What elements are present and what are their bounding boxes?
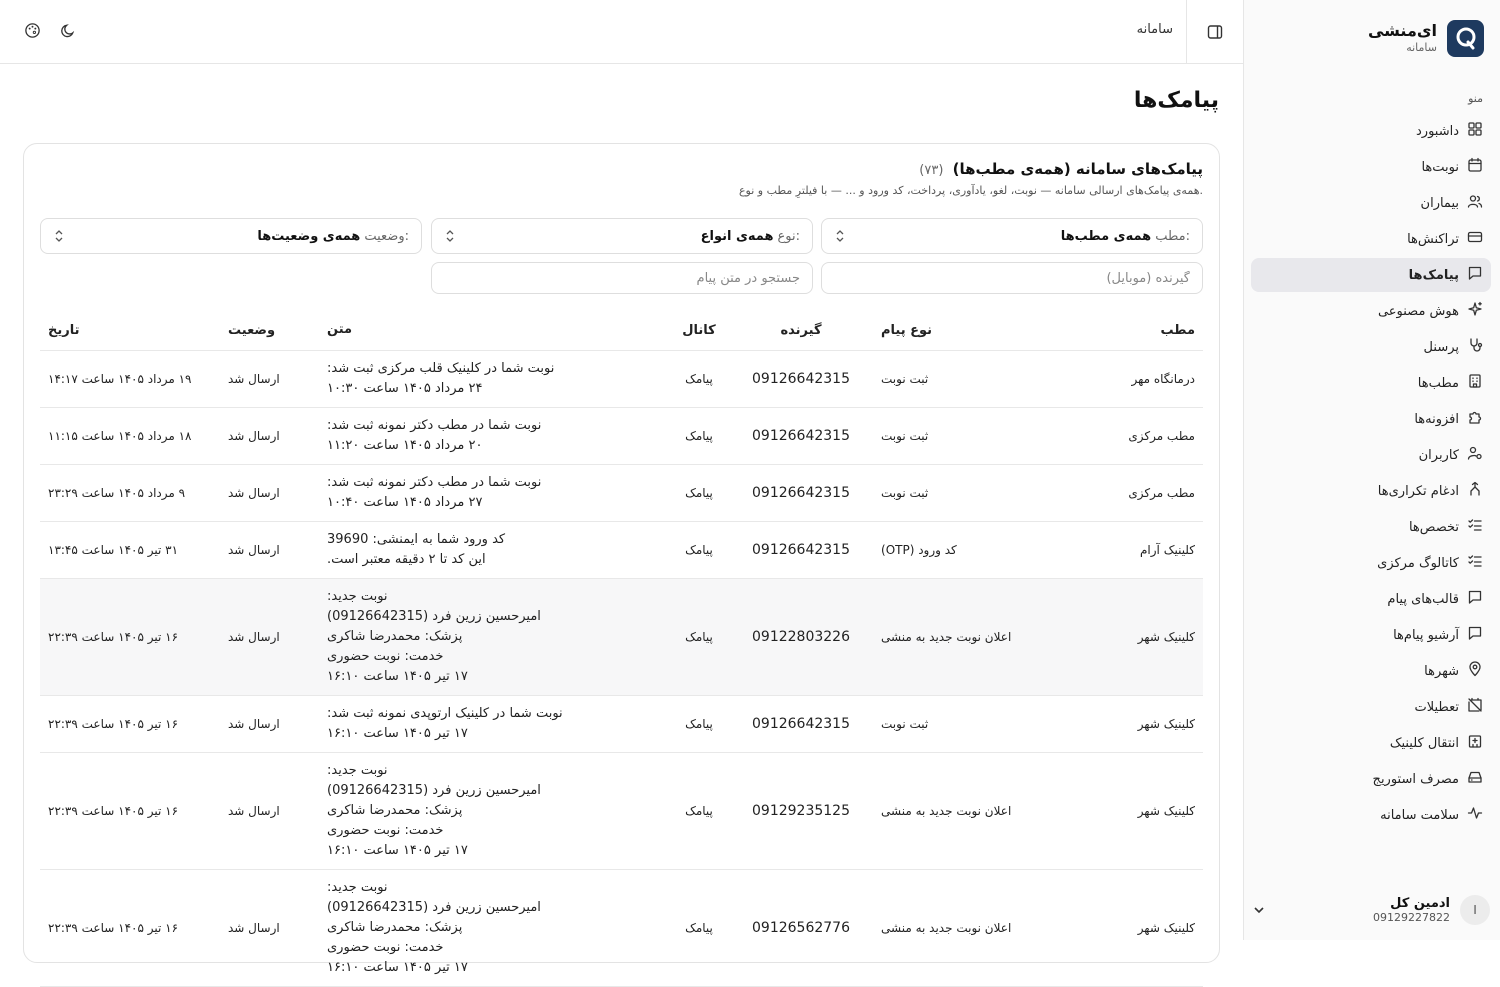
cell-date: ۱۶ تیر ۱۴۰۵ ساعت ۲۲:۳۹ bbox=[48, 630, 179, 644]
cell-clinic: کلینیک شهر bbox=[1137, 630, 1195, 644]
message-line: کد ورود شما به ایمنشی: 39690 bbox=[327, 532, 506, 547]
cell-channel: پیامک bbox=[685, 804, 713, 818]
message-line: این کد تا ۲ دقیقه معتبر است. bbox=[327, 552, 486, 567]
brand-logo bbox=[1447, 20, 1484, 57]
sidebar-item-3[interactable] bbox=[1251, 222, 1491, 256]
cell-receiver: 09126642315 bbox=[752, 485, 850, 501]
cell-type: اعلان نوبت جدید به منشی bbox=[881, 921, 1012, 935]
hard-drive-icon bbox=[1467, 769, 1483, 789]
sidebar-item-1[interactable] bbox=[1251, 150, 1491, 184]
sidebar-item-label: هوش مصنوعی bbox=[1377, 303, 1459, 319]
message-line: پزشک: محمدرضا شاکری bbox=[327, 629, 463, 644]
sidebar-item-label: تعطیلات bbox=[1414, 699, 1459, 715]
table-row[interactable] bbox=[40, 465, 1203, 522]
cell-date: ۱۹ مرداد ۱۴۰۵ ساعت ۱۴:۱۷ bbox=[48, 372, 192, 386]
column-header-text[interactable]: متن bbox=[327, 322, 353, 337]
column-header-channel[interactable]: کانال bbox=[682, 322, 716, 338]
sidebar-item-label: شهرها bbox=[1424, 663, 1459, 679]
sidebar-item-7[interactable] bbox=[1251, 366, 1491, 400]
sidebar-item-label: مطب‌ها bbox=[1417, 375, 1459, 391]
chevrons-up-down-icon bbox=[834, 228, 846, 244]
building-icon bbox=[1467, 373, 1483, 393]
sidebar-item-13[interactable] bbox=[1251, 582, 1491, 616]
message-line: نوبت شما در کلینیک قلب مرکزی ثبت شد: bbox=[327, 361, 555, 376]
message-line: نوبت شما در مطب دکتر نمونه ثبت شد: bbox=[327, 475, 542, 490]
message-line: نوبت شما در مطب دکتر نمونه ثبت شد: bbox=[327, 418, 542, 433]
cell-status: ارسال شد bbox=[228, 717, 280, 731]
palette-icon[interactable] bbox=[22, 20, 42, 40]
message-line: نوبت جدید: bbox=[327, 880, 388, 895]
topbar bbox=[0, 0, 1243, 64]
sidebar-item-label: افزونه‌ها bbox=[1414, 411, 1459, 427]
sidebar-item-15[interactable] bbox=[1251, 654, 1491, 688]
card-description: همه‌ی پیامک‌های ارسالی سامانه — نوبت، لغو، یادآوری، پرداخت، کد ورود و ... — با فیلترِ مطب و نوع. bbox=[738, 184, 1203, 197]
calendar-off-icon bbox=[1467, 697, 1483, 717]
clinic-filter-value: همه‌ی مطب‌ها bbox=[1060, 228, 1152, 244]
type-filter-value: همه‌ی انواع bbox=[700, 228, 774, 244]
card-title bbox=[739, 160, 1203, 178]
cell-date: ۱۶ تیر ۱۴۰۵ ساعت ۲۲:۳۹ bbox=[48, 804, 179, 818]
cell-channel: پیامک bbox=[685, 486, 713, 500]
cell-type: ثبت نوبت bbox=[881, 429, 929, 443]
column-header-date[interactable]: تاریخ bbox=[48, 322, 80, 338]
sidebar bbox=[1243, 0, 1500, 940]
user-menu[interactable] bbox=[1250, 890, 1490, 930]
merge-icon bbox=[1467, 481, 1483, 501]
cell-type: ثبت نوبت bbox=[881, 717, 929, 731]
calendar-icon bbox=[1467, 157, 1483, 177]
chevron-down-icon[interactable] bbox=[1250, 901, 1268, 919]
cell-status: ارسال شد bbox=[228, 372, 280, 386]
cell-status: ارسال شد bbox=[228, 630, 280, 644]
cell-receiver: 09126642315 bbox=[752, 371, 850, 387]
receiver-search-input[interactable] bbox=[821, 262, 1203, 294]
user-phone: 09129227822 bbox=[1373, 911, 1450, 924]
cell-type: ثبت نوبت bbox=[881, 372, 929, 386]
cell-clinic: کلینیک آرام bbox=[1140, 543, 1195, 557]
card-title-text: پیامک‌های سامانه (همه‌ی مطب‌ها) bbox=[952, 160, 1203, 178]
cell-text bbox=[319, 465, 669, 521]
breadcrumb: سامانه bbox=[1136, 22, 1173, 37]
message-line: ۲۰ مرداد ۱۴۰۵ ساعت ۱۱:۲۰ bbox=[327, 438, 483, 453]
sidebar-item-label: انتقال کلینیک bbox=[1389, 735, 1459, 751]
brand-name: ای‌منشی bbox=[1367, 21, 1437, 40]
message-square-icon bbox=[1467, 625, 1483, 645]
cell-date: ۱۶ تیر ۱۴۰۵ ساعت ۲۲:۳۹ bbox=[48, 717, 179, 731]
message-line: ۱۷ تیر ۱۴۰۵ ساعت ۱۶:۱۰ bbox=[327, 669, 468, 684]
table-row[interactable] bbox=[40, 870, 1203, 987]
message-line: ۲۷ مرداد ۱۴۰۵ ساعت ۱۰:۴۰ bbox=[327, 495, 483, 510]
user-name: ادمین کل bbox=[1390, 896, 1450, 911]
cell-type: ثبت نوبت bbox=[881, 486, 929, 500]
dashboard-icon bbox=[1467, 121, 1483, 141]
cell-receiver: 09129235125 bbox=[752, 803, 850, 819]
cell-channel: پیامک bbox=[685, 717, 713, 731]
table-row[interactable] bbox=[40, 351, 1203, 408]
cell-channel: پیامک bbox=[685, 630, 713, 644]
card-count: (۷۳) bbox=[919, 163, 944, 178]
sidebar-item-17[interactable] bbox=[1251, 726, 1491, 760]
sidebar-item-19[interactable] bbox=[1251, 798, 1491, 832]
user-cog-icon bbox=[1467, 445, 1483, 465]
page-title: پیامک‌ها bbox=[1133, 88, 1219, 113]
table-header bbox=[40, 310, 1203, 351]
cell-status: ارسال شد bbox=[228, 429, 280, 443]
sidebar-item-label: نوبت‌ها bbox=[1421, 159, 1459, 175]
table-row[interactable] bbox=[40, 753, 1203, 870]
sidebar-item-5[interactable] bbox=[1251, 294, 1491, 328]
column-header-status[interactable]: وضعیت bbox=[228, 322, 276, 338]
cell-receiver: 09126562776 bbox=[752, 920, 850, 936]
cell-status: ارسال شد bbox=[228, 543, 280, 557]
type-filter-label: نوع: bbox=[777, 228, 800, 244]
status-filter-select[interactable] bbox=[40, 218, 422, 254]
column-header-receiver[interactable]: گیرنده bbox=[780, 322, 822, 338]
status-filter-value: همه‌ی وضعیت‌ها bbox=[257, 228, 361, 244]
cell-receiver: 09126642315 bbox=[752, 716, 850, 732]
message-line: پزشک: محمدرضا شاکری bbox=[327, 803, 463, 818]
sidebar-item-8[interactable] bbox=[1251, 402, 1491, 436]
table-row[interactable] bbox=[40, 522, 1203, 579]
cell-status: ارسال شد bbox=[228, 804, 280, 818]
cell-text bbox=[319, 408, 669, 464]
sidebar-item-label: تخصص‌ها bbox=[1408, 519, 1459, 535]
cell-receiver: 09122803226 bbox=[752, 629, 850, 645]
message-line: ۱۷ تیر ۱۴۰۵ ساعت ۱۶:۱۰ bbox=[327, 960, 468, 975]
map-pin-icon bbox=[1467, 661, 1483, 681]
sidebar-item-18[interactable] bbox=[1251, 762, 1491, 796]
sidebar-item-label: قالب‌های پیام bbox=[1387, 591, 1459, 607]
sidebar-item-label: کاتالوگ مرکزی bbox=[1377, 555, 1459, 571]
sidebar-item-label: آرشیو پیام‌ها bbox=[1393, 627, 1459, 643]
chevrons-up-down-icon bbox=[444, 228, 456, 244]
message-line: خدمت: نوبت حضوری bbox=[327, 649, 444, 664]
list-check-icon bbox=[1467, 553, 1483, 573]
table-row[interactable] bbox=[40, 696, 1203, 753]
message-square-icon bbox=[1467, 589, 1483, 609]
sidebar-item-label: پرسنل bbox=[1423, 339, 1459, 355]
sidebar-item-14[interactable] bbox=[1251, 618, 1491, 652]
sidebar-item-label: مصرف استوریج bbox=[1372, 771, 1459, 787]
sidebar-item-label: داشبورد bbox=[1416, 123, 1459, 139]
cell-channel: پیامک bbox=[685, 921, 713, 935]
sidebar-item-10[interactable] bbox=[1251, 474, 1491, 508]
cell-status: ارسال شد bbox=[228, 921, 280, 935]
brand[interactable] bbox=[1254, 18, 1484, 58]
cell-type: اعلان نوبت جدید به منشی bbox=[881, 630, 1012, 644]
message-line: امیرحسین زرین فرد (09126642315) bbox=[327, 900, 541, 915]
message-line: نوبت شما در کلینیک ارتوپدی نمونه ثبت شد: bbox=[327, 706, 563, 721]
sidebar-item-0[interactable] bbox=[1251, 114, 1491, 148]
sidebar-toggle-button[interactable] bbox=[1186, 0, 1243, 63]
cell-status: ارسال شد bbox=[228, 486, 280, 500]
brand-subtitle: سامانه bbox=[1406, 41, 1437, 54]
cell-channel: پیامک bbox=[685, 543, 713, 557]
cell-date: ۳۱ تیر ۱۴۰۵ ساعت ۱۳:۴۵ bbox=[48, 543, 179, 557]
message-line: امیرحسین زرین فرد (09126642315) bbox=[327, 609, 541, 624]
sidebar-item-16[interactable] bbox=[1251, 690, 1491, 724]
stethoscope-icon bbox=[1467, 337, 1483, 357]
cell-text bbox=[319, 696, 669, 752]
sidebar-item-6[interactable] bbox=[1251, 330, 1491, 364]
sidebar-item-label: بیماران bbox=[1420, 195, 1459, 211]
cell-channel: پیامک bbox=[685, 429, 713, 443]
sidebar-item-4[interactable] bbox=[1251, 258, 1491, 292]
cell-channel: پیامک bbox=[685, 372, 713, 386]
cell-text bbox=[319, 870, 669, 986]
message-line: ۲۴ مرداد ۱۴۰۵ ساعت ۱۰:۳۰ bbox=[327, 381, 483, 396]
clinic-filter-select[interactable] bbox=[821, 218, 1203, 254]
sidebar-item-label: پیامک‌ها bbox=[1408, 267, 1459, 283]
menu-caption: منو bbox=[1468, 92, 1483, 105]
message-line: نوبت جدید: bbox=[327, 763, 388, 778]
sparkles-icon bbox=[1467, 301, 1483, 321]
table-row[interactable] bbox=[40, 408, 1203, 465]
messages-table bbox=[40, 310, 1203, 987]
message-line: نوبت جدید: bbox=[327, 589, 388, 604]
cell-text bbox=[319, 579, 669, 695]
cell-receiver: 09126642315 bbox=[752, 542, 850, 558]
users-icon bbox=[1467, 193, 1483, 213]
table-row[interactable] bbox=[40, 579, 1203, 696]
sidebar-item-label: تراکنش‌ها bbox=[1407, 231, 1459, 247]
cell-text bbox=[319, 753, 669, 869]
sidebar-item-2[interactable] bbox=[1251, 186, 1491, 220]
activity-icon bbox=[1467, 805, 1483, 825]
type-filter-select[interactable] bbox=[431, 218, 813, 254]
cell-clinic: درمانگاه مهر bbox=[1131, 372, 1195, 386]
table-body bbox=[40, 351, 1203, 987]
avatar: ا bbox=[1460, 895, 1490, 925]
cell-clinic: کلینیک شهر bbox=[1137, 717, 1195, 731]
cell-type: کد ورود (OTP) bbox=[881, 543, 957, 557]
cell-type: اعلان نوبت جدید به منشی bbox=[881, 804, 1012, 818]
hospital-icon bbox=[1467, 733, 1483, 753]
cell-clinic: کلینیک شهر bbox=[1137, 804, 1195, 818]
sidebar-item-9[interactable] bbox=[1251, 438, 1491, 472]
message-line: خدمت: نوبت حضوری bbox=[327, 823, 444, 838]
chevrons-up-down-icon bbox=[53, 228, 65, 244]
cell-clinic: کلینیک شهر bbox=[1137, 921, 1195, 935]
sidebar-item-label: کاربران bbox=[1418, 447, 1459, 463]
message-text-search-input[interactable] bbox=[431, 262, 813, 294]
column-header-type[interactable]: نوع پیام bbox=[881, 322, 933, 338]
moon-icon[interactable] bbox=[58, 20, 78, 40]
status-filter-label: وضعیت: bbox=[364, 228, 409, 244]
list-check-icon bbox=[1467, 517, 1483, 537]
sidebar-item-12[interactable] bbox=[1251, 546, 1491, 580]
card-icon bbox=[1467, 229, 1483, 249]
message-line: خدمت: نوبت حضوری bbox=[327, 940, 444, 955]
sidebar-item-label: سلامت سامانه bbox=[1380, 807, 1459, 823]
cell-text bbox=[319, 522, 669, 578]
cell-clinic: مطب مرکزی bbox=[1128, 429, 1195, 443]
message-icon bbox=[1467, 265, 1483, 285]
cell-date: ۹ مرداد ۱۴۰۵ ساعت ۲۳:۲۹ bbox=[48, 486, 186, 500]
sidebar-menu bbox=[1251, 114, 1491, 834]
message-line: ۱۷ تیر ۱۴۰۵ ساعت ۱۶:۱۰ bbox=[327, 843, 468, 858]
cell-date: ۱۶ تیر ۱۴۰۵ ساعت ۲۲:۳۹ bbox=[48, 921, 179, 935]
messages-card bbox=[23, 143, 1220, 975]
column-header-clinic[interactable]: مطب bbox=[1160, 322, 1195, 338]
message-line: امیرحسین زرین فرد (09126642315) bbox=[327, 783, 541, 798]
message-line: ۱۷ تیر ۱۴۰۵ ساعت ۱۶:۱۰ bbox=[327, 726, 468, 741]
message-line: پزشک: محمدرضا شاکری bbox=[327, 920, 463, 935]
cell-clinic: مطب مرکزی bbox=[1128, 486, 1195, 500]
cell-text bbox=[319, 351, 669, 407]
sidebar-item-label: ادغام تکراری‌ها bbox=[1377, 483, 1459, 499]
sidebar-item-11[interactable] bbox=[1251, 510, 1491, 544]
cell-receiver: 09126642315 bbox=[752, 428, 850, 444]
cell-date: ۱۸ مرداد ۱۴۰۵ ساعت ۱۱:۱۵ bbox=[48, 429, 192, 443]
clinic-filter-label: مطب: bbox=[1155, 228, 1190, 244]
puzzle-icon bbox=[1467, 409, 1483, 429]
panel-icon bbox=[1207, 24, 1223, 40]
